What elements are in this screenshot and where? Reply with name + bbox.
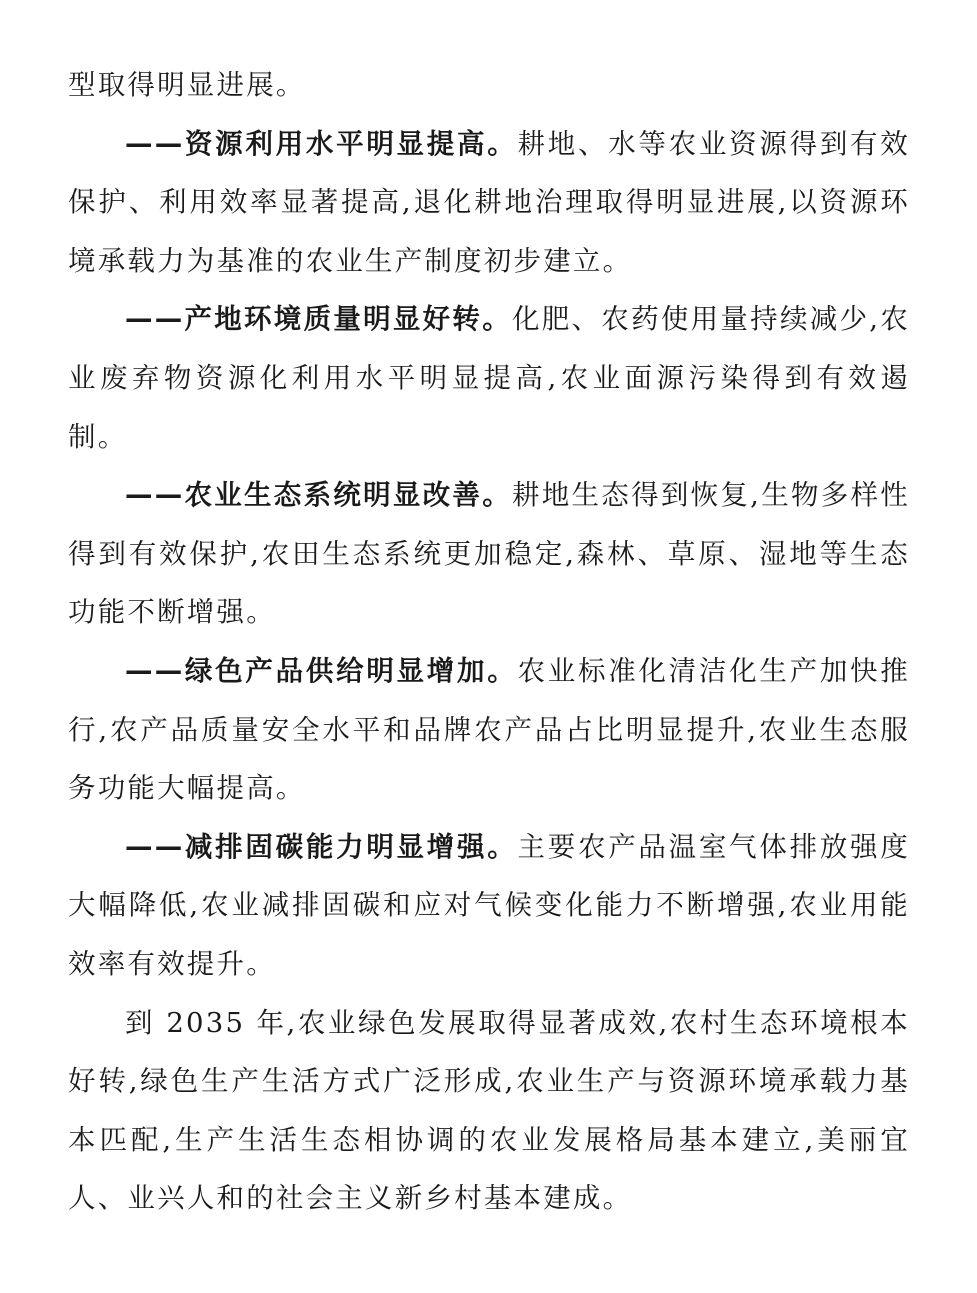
goal-paragraph-green-products <box>68 642 910 818</box>
goal-heading: ——绿色产品供给明显增加。 <box>125 654 518 687</box>
goal-body: 主要农产品温室气体排放强度大幅降低,农业减排固碳和应对气候变化能力不断增强,农业用能效率有效提升。 <box>68 830 910 980</box>
goal-paragraph-ecosystem <box>68 466 910 642</box>
goal-paragraph-carbon <box>68 818 910 994</box>
goal-heading: ——农业生态系统明显改善。 <box>125 479 512 512</box>
goal-heading: ——资源利用水平明显提高。 <box>125 127 518 160</box>
goal-heading: ——减排固碳能力明显增强。 <box>125 830 518 863</box>
closing-paragraph: 到 2035 年,农业绿色发展取得显著成效,农村生态环境根本好转,绿色生产生活方式广泛形成,农业生产与资源环境承载力基本匹配,生产生活生态相协调的农业发展格局基本建立,美丽宜人、业兴人和的社会主义新乡村基本建成。 <box>68 1006 910 1215</box>
goal-body: 化肥、农药使用量持续减少,农业废弃物资源化利用水平明显提高,农业面源污染得到有效遏制。 <box>68 303 910 453</box>
goal-body: 农业标准化清洁化生产加快推行,农产品质量安全水平和品牌农产品占比明显提升,农业生态服务功能大幅提高。 <box>68 654 910 805</box>
goal-paragraph-resources <box>68 115 910 291</box>
goal-paragraph-environment <box>68 290 910 466</box>
document-page <box>68 56 910 1228</box>
goal-body: 耕地生态得到恢复,生物多样性得到有效保护,农田生态系统更加稳定,森林、草原、湿地等生态功能不断增强。 <box>68 479 910 629</box>
goal-body: 耕地、水等农业资源得到有效保护、利用效率显著提高,退化耕地治理取得明显进展,以资源环境承载力为基准的农业生产制度初步建立。 <box>68 127 910 277</box>
continuation-paragraph: 型取得明显进展。 <box>68 69 306 101</box>
goal-heading: ——产地环境质量明显好转。 <box>125 303 512 336</box>
